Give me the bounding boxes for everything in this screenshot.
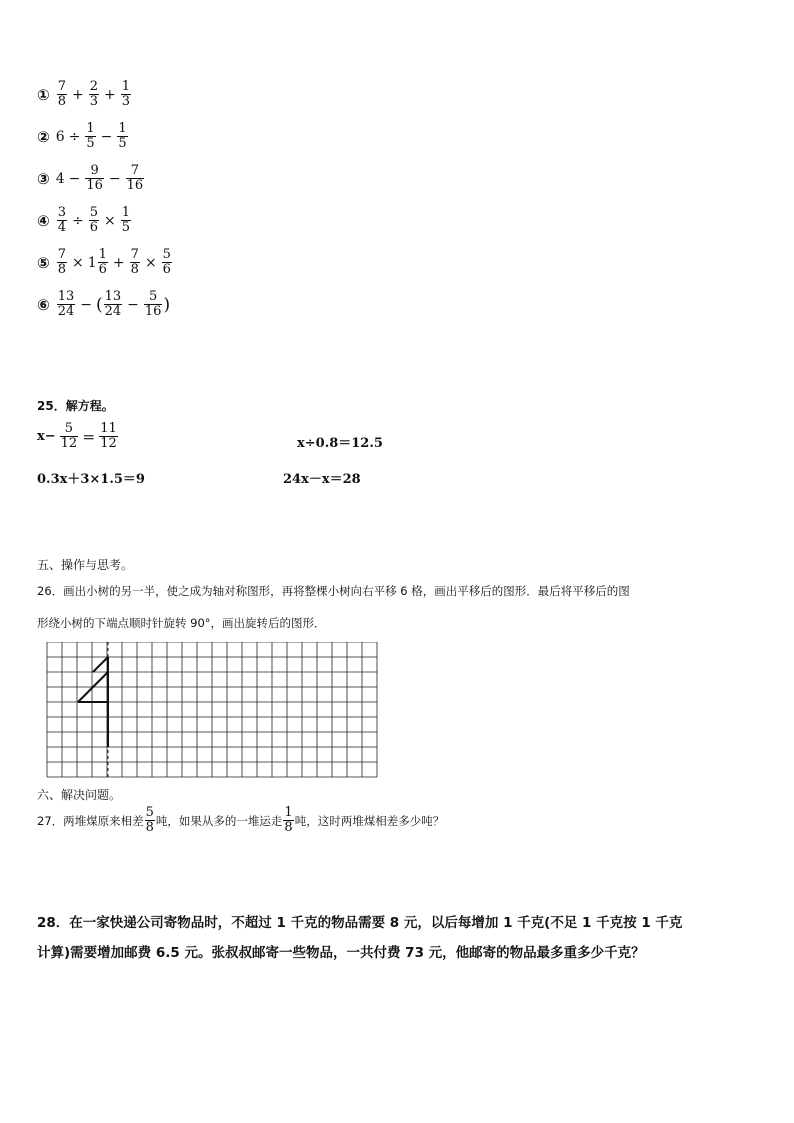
operator: ×: [104, 212, 116, 229]
q28-line-1: 28．在一家快递公司寄物品时，不超过 1 千克的物品需要 8 元，以后每增加 1 千克(不足 1 千克按 1 千克: [37, 915, 683, 931]
fraction: $\frac{13}{24}$: [57, 289, 75, 319]
calc-item-2: [37, 122, 129, 151]
item-marker: ⑤: [37, 253, 50, 272]
fraction: $\frac{7}{8}$: [130, 247, 139, 277]
item-marker: ⑥: [37, 295, 50, 314]
calc-item-5: [37, 248, 173, 277]
fraction: $\frac{5}{6}$: [162, 247, 171, 277]
fraction: $\frac{1}{8}$: [284, 805, 293, 835]
fraction: $\frac{2}{3}$: [89, 79, 98, 109]
q26-line-2: 形绕小树的下端点顺时针旋转 90°，画出旋转后的图形．: [37, 616, 326, 630]
number: 6: [55, 128, 65, 145]
operator: +: [104, 86, 116, 103]
fraction: $\frac{5}{8}$: [145, 805, 154, 835]
item-marker: ③: [37, 169, 50, 188]
fraction: $\frac{3}{4}$: [57, 205, 66, 235]
calc-item-4: [37, 206, 132, 235]
q25-equation-3: 0.3x＋3×1.5＝9: [37, 472, 145, 487]
operator: −: [68, 170, 81, 187]
q25-equation-4: 24x－x＝28: [283, 472, 361, 487]
q27-text: 27．两堆煤原来相差 $\frac{5}{8}$ 吨，如果从多的一堆运走 $\frac{1}{8}$ 吨，这时两堆煤相差多少吨？: [37, 805, 445, 835]
operator: ×: [144, 254, 157, 271]
operator: −: [80, 296, 92, 313]
q28-text: [37, 908, 757, 968]
q28-line-2: 计算)需要增加邮费 6.5 元。张叔叔邮寄一些物品，一共付费 73 元，他邮寄的物品最多重多少千克？: [37, 945, 645, 961]
section-5-title: 五、操作与思考。: [37, 558, 134, 572]
calc-item-1: [37, 80, 132, 109]
fraction: $\frac{13}{24}$: [104, 289, 122, 319]
fraction: $\frac{1}{6}$: [98, 247, 107, 277]
q25-equation-2: x÷0.8＝12.5: [297, 436, 383, 451]
fraction: $\frac{5}{6}$: [89, 205, 98, 235]
calc-item-3: [37, 164, 145, 193]
fraction: $\frac{1}{5}$: [121, 205, 131, 235]
item-marker: ④: [37, 211, 50, 230]
fraction: $\frac{7}{8}$: [57, 79, 66, 109]
paren: ): [163, 294, 171, 315]
operator: ÷: [71, 212, 84, 229]
calc-item-6: [37, 290, 170, 319]
operator: −: [108, 170, 121, 187]
fraction: $\frac{9}{16}$: [86, 163, 103, 193]
q26-line-1: 26．画出小树的另一半，使之成为轴对称图形，再将整棵小树向右平移 6 格，画出平移后的图形．最后将平移后的图: [37, 584, 630, 598]
operator: ×: [71, 254, 84, 271]
section-6-title: 六、解决问题。: [37, 788, 122, 802]
number: 4: [55, 170, 65, 187]
fraction: $\frac{11}{12}$: [100, 421, 117, 451]
whole-number: 1: [87, 254, 97, 271]
fraction: $\frac{1}{5}$: [118, 121, 127, 151]
operator: ÷: [68, 128, 81, 145]
operator: +: [71, 86, 84, 103]
operator: −: [100, 128, 113, 145]
item-marker: ②: [37, 127, 50, 146]
fraction: $\frac{5}{16}$: [144, 289, 162, 319]
q25-title: 25．解方程。: [37, 399, 114, 413]
grid-lines: [47, 642, 377, 777]
paren: (: [95, 294, 103, 315]
operator: −: [127, 296, 139, 313]
fraction: $\frac{7}{16}$: [126, 163, 144, 193]
half-tree: [78, 657, 108, 747]
fraction: $\frac{1}{3}$: [121, 79, 131, 109]
q25-equation-1: x− $\frac{5}{12}$ ＝ $\frac{11}{12}$: [37, 421, 117, 451]
item-marker: ①: [37, 85, 50, 104]
operator: +: [112, 254, 125, 271]
fraction: $\frac{7}{8}$: [57, 247, 66, 277]
fraction: $\frac{5}{12}$: [60, 421, 78, 451]
tree-grid: [46, 642, 382, 778]
fraction: $\frac{1}{5}$: [86, 121, 95, 151]
